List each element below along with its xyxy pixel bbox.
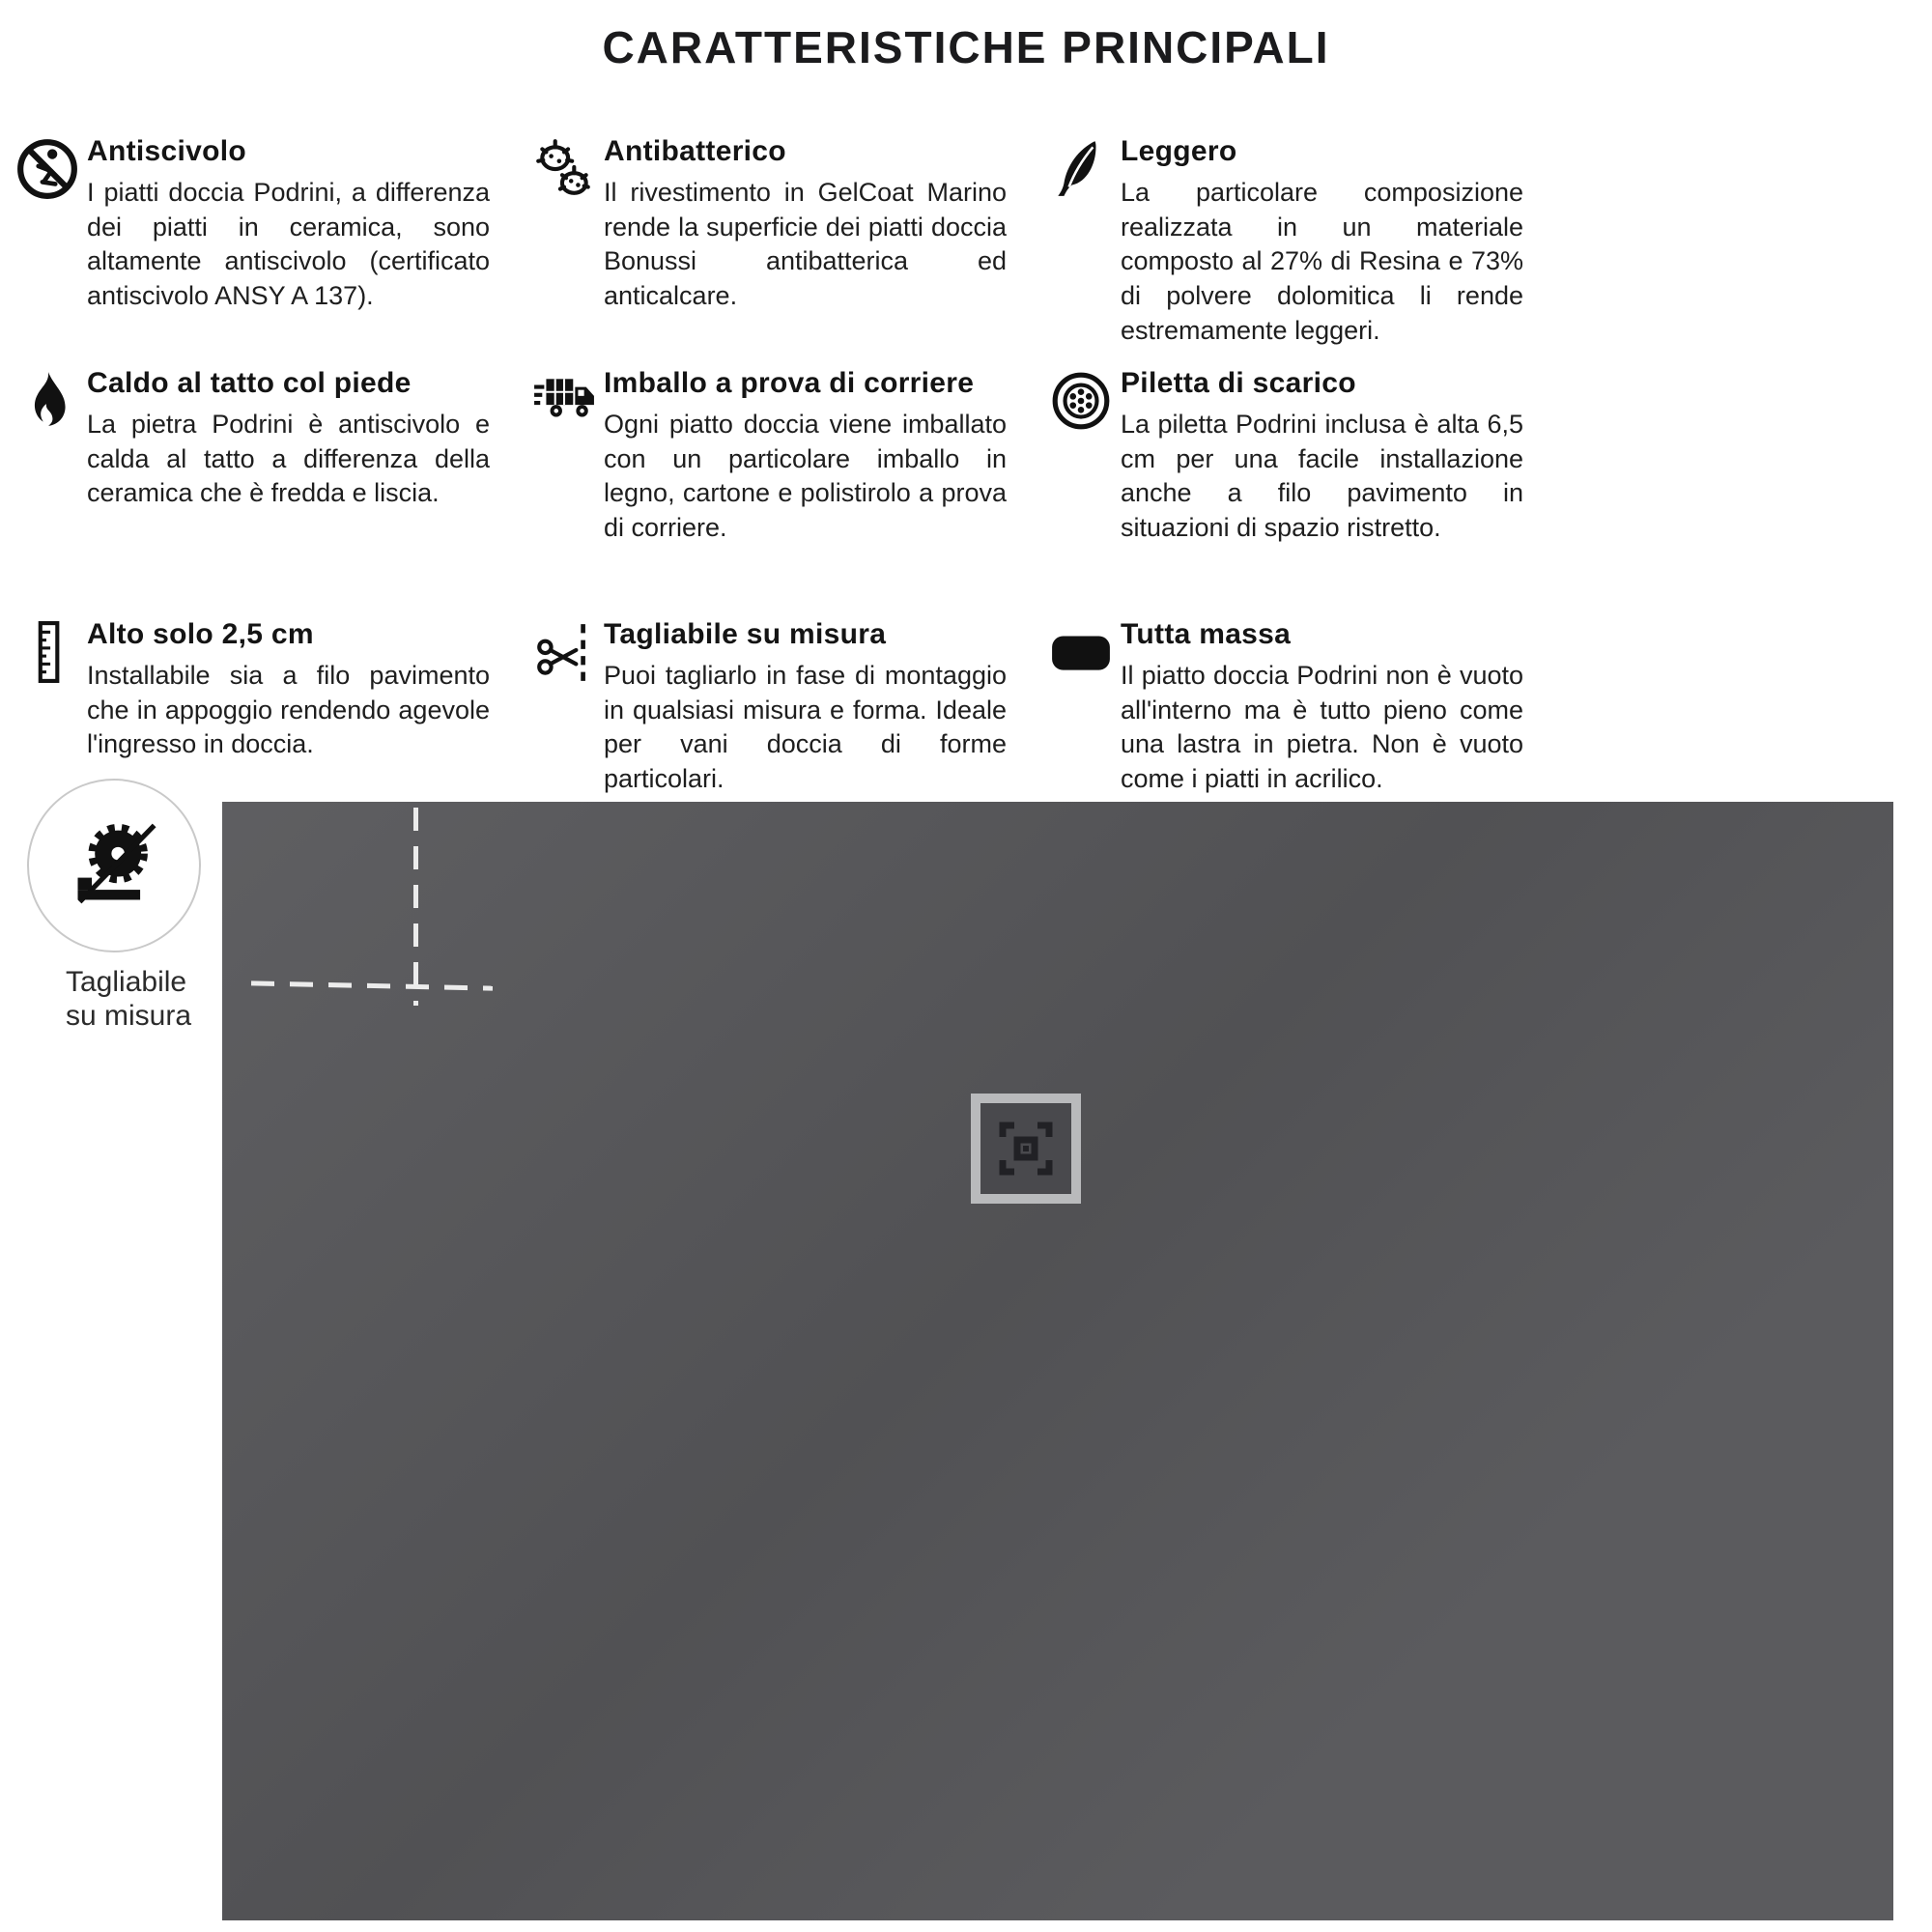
page-title: CARATTERISTICHE PRINCIPALI (602, 22, 1330, 72)
feature-body: La piletta Podrini inclusa è alta 6,5 cm per una facile installazione anche a filo pavimento in situazioni di spazio ristretto. (1121, 410, 1523, 542)
shower-tray-photo (222, 802, 1893, 1920)
bacteria-icon (525, 135, 604, 201)
feature-title: Antibatterico (604, 135, 786, 167)
ruler-icon (8, 618, 87, 684)
cut-line-vertical (413, 808, 418, 1006)
feature-title: Tagliabile su misura (604, 618, 887, 650)
feature-tutta-massa (1041, 618, 1529, 797)
drain-icon (1041, 367, 1121, 433)
flame-icon (8, 367, 87, 433)
no-slip-icon (8, 135, 87, 201)
feature-body: Il rivestimento in GelCoat Marino rende la superficie dei piatti doccia Bonussi antibatterica ed anticalcare. (604, 178, 1007, 310)
feature-title: Leggero (1121, 135, 1237, 167)
feature-body: I piatti doccia Podrini, a differenza dei piatti in ceramica, sono altamente antiscivolo (certificato antiscivolo ANSY A 137). (87, 178, 490, 310)
feature-title: Piletta di scarico (1121, 367, 1356, 399)
feature-leggero (1041, 135, 1529, 348)
feature-body: Puoi tagliarlo in fase di montaggio in qualsiasi misura e forma. Ideale per vani doccia di forme particolari. (604, 661, 1007, 793)
feature-antiscivolo (8, 135, 496, 314)
feature-alto-solo (8, 618, 496, 762)
feature-title: Antiscivolo (87, 135, 246, 167)
cut-to-size-badge (27, 779, 201, 952)
cut-badge-label-line2: su misura (66, 999, 192, 1032)
truck-icon (525, 367, 604, 433)
cut-badge-label-line1: Tagliabile (66, 966, 187, 998)
feature-body: Ogni piatto doccia viene imballato con un particolare imballo in legno, cartone e polistirolo a prova di corriere. (604, 410, 1007, 542)
feature-body: La pietra Podrini è antiscivolo e calda al tatto a differenza della ceramica che è fredda e liscia. (87, 410, 490, 508)
feature-title: Imballo a prova di corriere (604, 367, 975, 399)
circular-saw-icon (66, 815, 162, 917)
solid-mass-icon (1041, 618, 1121, 684)
feature-title: Tutta massa (1121, 618, 1292, 650)
feature-imballo (525, 367, 1012, 546)
feature-caldo-al-tatto (8, 367, 496, 511)
feature-title: Caldo al tatto col piede (87, 367, 412, 399)
cut-icon (525, 618, 604, 684)
cut-line-horizontal (251, 980, 493, 990)
feather-icon (1041, 135, 1121, 201)
feature-title: Alto solo 2,5 cm (87, 618, 314, 650)
features-grid (8, 135, 1523, 797)
feature-body: Il piatto doccia Podrini non è vuoto all'interno ma è tutto pieno come una lastra in pietra. Non è vuoto come i piatti in acrilico. (1121, 661, 1523, 793)
drain-grate (971, 1094, 1081, 1204)
feature-piletta (1041, 367, 1529, 546)
feature-body: Installabile sia a filo pavimento che in appoggio rendendo agevole l'ingresso in doccia. (87, 661, 490, 759)
feature-tagliabile (525, 618, 1012, 797)
feature-body: La particolare composizione realizzata in un materiale composto al 27% di Resina e 73% di polvere dolomitica li rende estremamente leggeri. (1121, 178, 1523, 345)
feature-antibatterico (525, 135, 1012, 314)
